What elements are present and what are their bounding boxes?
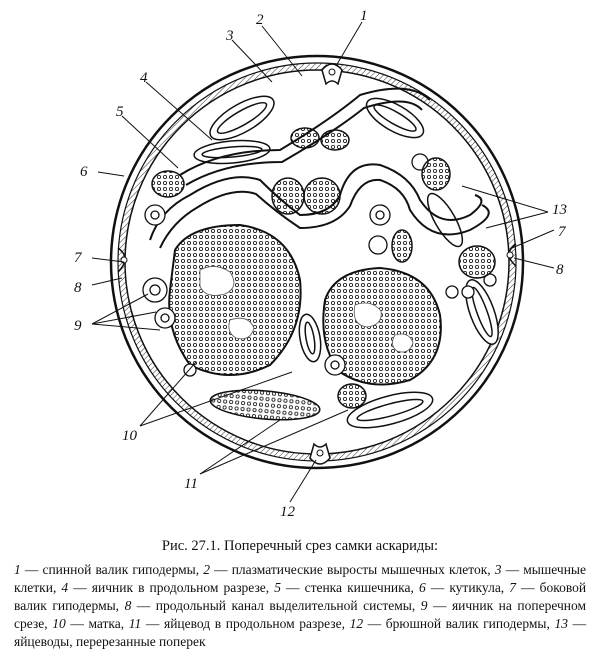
label-11: 11 xyxy=(184,476,198,492)
figure-caption xyxy=(14,538,586,651)
label-10: 10 xyxy=(122,428,137,444)
legend-item: 2 — плазматические выросты мышечных клеток, xyxy=(203,562,491,577)
legend-item: 4 — яичник в продольном разрезе, xyxy=(61,580,270,595)
label-13: 13 xyxy=(552,202,567,218)
legend-item: 7 — боковой валик гиподермы, xyxy=(14,580,587,613)
caption-title: Рис. 27.1. Поперечный срез самки аскариды: xyxy=(161,538,439,554)
label-4: 4 xyxy=(140,70,148,86)
legend-item: 8 — продольный канал выделительной системы, xyxy=(124,598,416,613)
legend-item: 12 — брюшной валик гиподермы, xyxy=(349,616,550,631)
label-9: 9 xyxy=(74,318,82,334)
label-2: 2 xyxy=(256,12,264,28)
legend-item: 9 — яичник на поперечном срезе, xyxy=(14,598,587,631)
label-6: 6 xyxy=(80,164,88,180)
label-5: 5 xyxy=(116,104,124,120)
label-8-left: 8 xyxy=(74,280,82,296)
label-8-right: 8 xyxy=(556,262,564,278)
legend-item: 3 — мышечные клетки, xyxy=(14,562,586,595)
caption-legend xyxy=(14,561,586,651)
legend-item: 13 — яйцеводы, перерезанные поперек xyxy=(14,616,587,649)
label-1: 1 xyxy=(360,8,368,24)
legend-item: 10 — матка, xyxy=(52,616,125,631)
label-7-left: 7 xyxy=(74,250,82,266)
label-7-right: 7 xyxy=(558,224,566,240)
legend-item: 5 — стенка кишечника, xyxy=(274,580,414,595)
legend-item: 11 — яйцевод в продольном разрезе, xyxy=(128,616,345,631)
legend-item: 6 — кутикула, xyxy=(418,580,505,595)
ventral-hypodermal-ridge xyxy=(310,444,330,464)
label-12: 12 xyxy=(280,504,295,520)
legend-item: 1 — спинной валик гиподермы, xyxy=(14,562,200,577)
label-3: 3 xyxy=(226,28,234,44)
dorsal-hypodermal-ridge xyxy=(322,64,342,84)
